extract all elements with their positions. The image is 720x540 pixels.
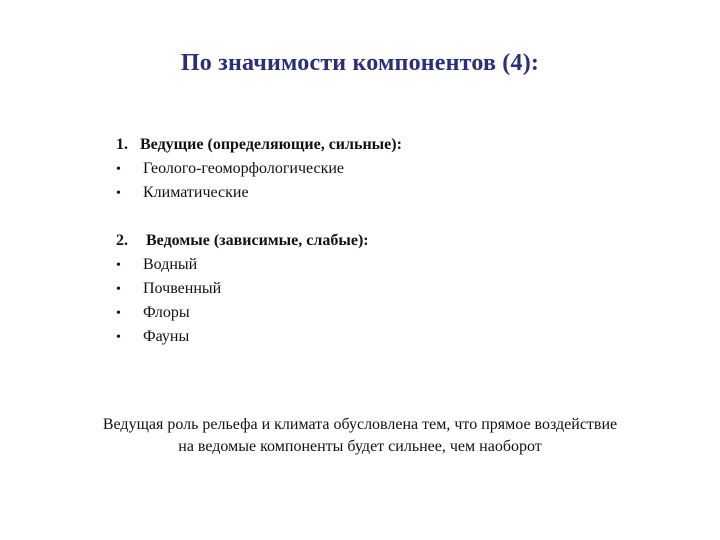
bullet-icon: •: [116, 330, 121, 345]
group-heading: [116, 133, 636, 157]
group-heading-text: Ведущие (определяющие, сильные):: [140, 136, 402, 153]
group-heading: [116, 229, 636, 253]
list-item-text: Геолого-геоморфологические: [143, 160, 345, 177]
bullet-icon: •: [116, 162, 121, 177]
bullet-list: [116, 253, 636, 349]
group-number: 1.: [116, 136, 128, 153]
group-number: 2.: [116, 232, 128, 249]
bullet-icon: •: [116, 258, 121, 273]
note-line: Ведущая роль рельефа и климата обусловлена тем, что прямое воздействие: [102, 416, 618, 433]
group-heading-text: Ведомые (зависимые, слабые):: [146, 232, 369, 249]
list-item-text: Флоры: [143, 304, 190, 321]
list-item: [116, 301, 636, 325]
slide-title: По значимости компонентов (4):: [180, 50, 540, 76]
group-leading: [116, 133, 636, 205]
explanatory-note: [40, 414, 680, 458]
list-item: [116, 157, 636, 181]
list-item: [116, 253, 636, 277]
list-item-text: Климатические: [143, 184, 249, 201]
list-item: [116, 277, 636, 301]
note-line: на ведомые компоненты будет сильнее, чем наоборот: [178, 438, 542, 455]
bullet-icon: •: [116, 306, 121, 321]
list-item: [116, 325, 636, 349]
group-dependent: [116, 229, 636, 349]
list-item-text: Почвенный: [143, 280, 222, 297]
list-item-text: Водный: [143, 256, 198, 273]
bullet-icon: •: [116, 186, 121, 201]
list-item: [116, 181, 636, 205]
list-item-text: Фауны: [143, 328, 190, 345]
bullet-icon: •: [116, 282, 121, 297]
bullet-list: [116, 157, 636, 205]
